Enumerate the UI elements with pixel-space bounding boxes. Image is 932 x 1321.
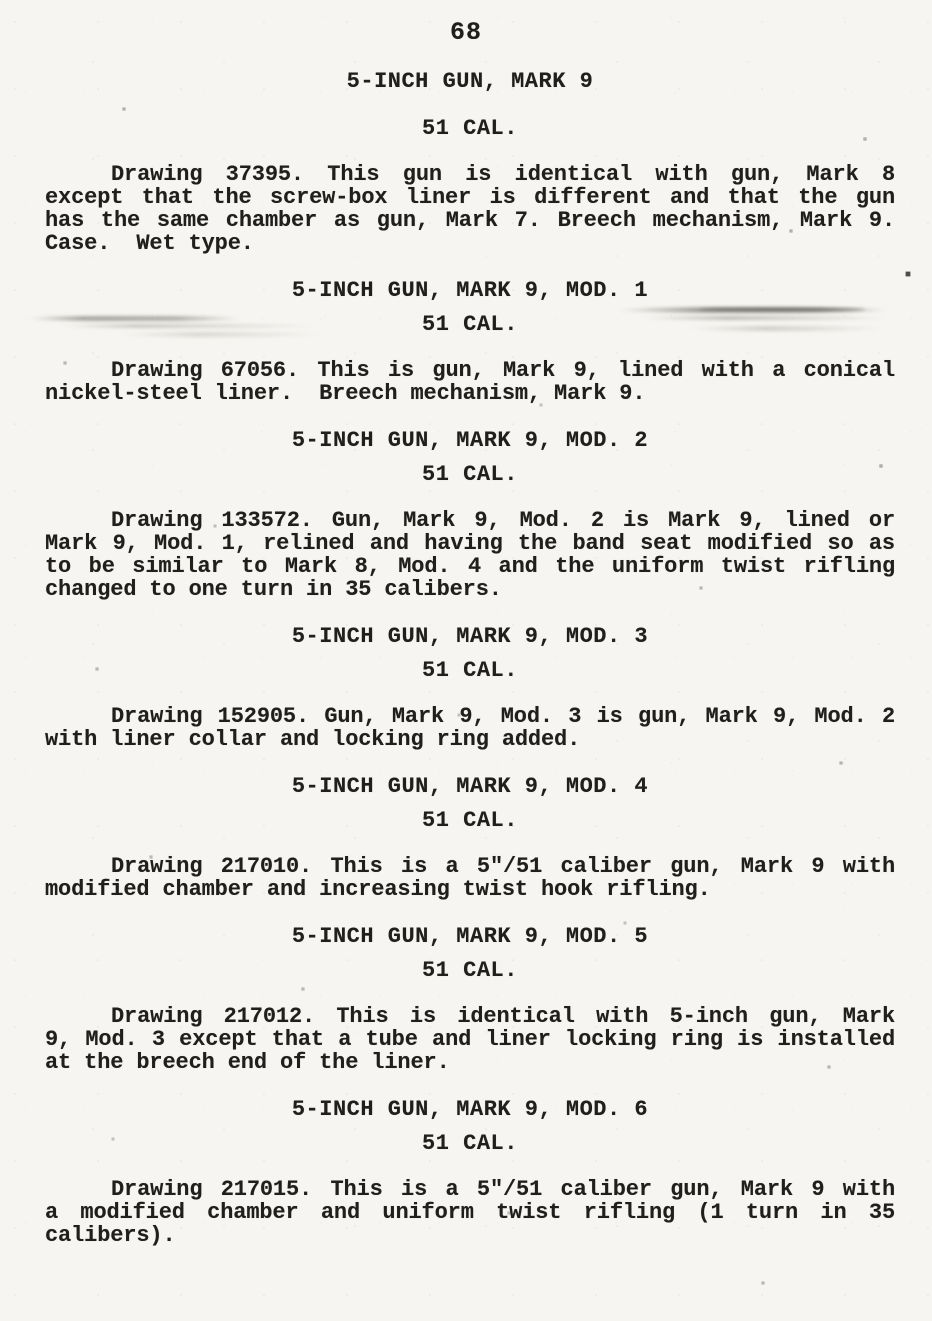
paragraph-line: Drawing 217015. This is a 5"/51 caliber gun, Mark 9 with [111,1177,895,1202]
section-5-inch-gun-mark-9-mod-2 [45,429,895,601]
section-heading: 5-INCH GUN, MARK 9, MOD. 1 [291,278,649,303]
section-heading: 5-INCH GUN, MARK 9, MOD. 6 [291,1097,649,1122]
paragraph-line: calibers). [45,1223,176,1248]
paragraph-line: modified chamber and increasing twist hook rifling. [45,877,711,902]
paragraph-line: Drawing 217010. This is a 5"/51 caliber gun, Mark 9 with [111,854,895,879]
section-paragraph [45,163,895,255]
section-heading: 5-INCH GUN, MARK 9, MOD. 2 [291,428,649,453]
section-paragraph [45,705,895,751]
section-heading: 5-INCH GUN, MARK 9, MOD. 5 [291,924,649,949]
paragraph-line: Drawing 67056. This is gun, Mark 9, lined with a conical [111,358,895,383]
page-number: 68 [449,18,482,47]
section-5-inch-gun-mark-9-mod-3 [45,625,895,751]
paragraph-line: to be similar to Mark 8, Mod. 4 and the uniform twist rifling [45,554,895,579]
paragraph-line: at the breech end of the liner. [45,1050,450,1075]
section-5-inch-gun-mark-9-mod-1 [45,279,895,405]
paragraph-line: nickel-steel liner. Breech mechanism, Mark 9. [45,381,646,406]
section-paragraph [45,1178,895,1247]
paragraph-line: with liner collar and locking ring added. [45,727,581,752]
section-5-inch-gun-mark-9 [45,70,895,255]
caliber-subheading: 51 CAL. [422,462,518,487]
section-5-inch-gun-mark-9-mod-4 [45,775,895,901]
section-5-inch-gun-mark-9-mod-5 [45,925,895,1074]
caliber-subheading: 51 CAL. [422,658,518,683]
document-body [45,70,895,1247]
paragraph-line: 9, Mod. 3 except that a tube and liner locking ring is installed [45,1027,895,1052]
caliber-subheading: 51 CAL. [422,808,518,833]
caliber-subheading: 51 CAL. [422,1131,518,1156]
paragraph-line: has the same chamber as gun, Mark 7. Breech mechanism, Mark 9. [45,208,895,233]
section-paragraph [45,1005,895,1074]
section-heading: 5-INCH GUN, MARK 9 [346,69,594,94]
paragraph-line: Drawing 152905. Gun, Mark 9, Mod. 3 is gun, Mark 9, Mod. 2 [111,704,895,729]
paragraph-line: Drawing 133572. Gun, Mark 9, Mod. 2 is Mark 9, lined or [111,508,895,533]
section-paragraph [45,855,895,901]
paragraph-line: changed to one turn in 35 calibers. [45,577,502,602]
paragraph-line: Drawing 217012. This is identical with 5-inch gun, Mark [111,1004,895,1029]
section-heading: 5-INCH GUN, MARK 9, MOD. 3 [291,624,649,649]
caliber-subheading: 51 CAL. [422,312,518,337]
paragraph-line: Mark 9, Mod. 1, relined and having the band seat modified so as [45,531,895,556]
caliber-subheading: 51 CAL. [422,116,518,141]
section-paragraph [45,509,895,601]
caliber-subheading: 51 CAL. [422,958,518,983]
section-heading: 5-INCH GUN, MARK 9, MOD. 4 [291,774,649,799]
scanned-document-page [0,20,932,1321]
section-paragraph [45,359,895,405]
paragraph-line: a modified chamber and uniform twist rifling (1 turn in 35 [45,1200,895,1225]
paragraph-line: except that the screw-box liner is different and that the gun [45,185,895,210]
paragraph-line: Drawing 37395. This gun is identical with gun, Mark 8 [111,162,895,187]
paragraph-line: Case. Wet type. [45,231,254,256]
section-5-inch-gun-mark-9-mod-6 [45,1098,895,1247]
